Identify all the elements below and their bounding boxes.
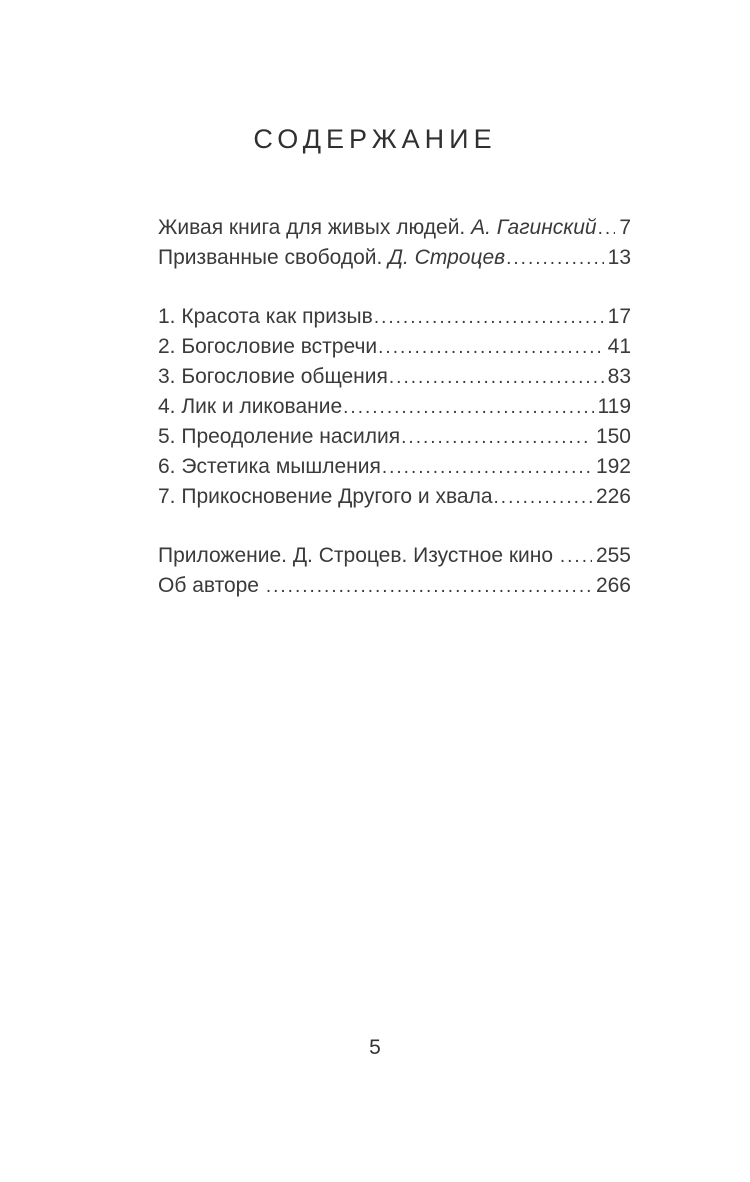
toc-row (158, 482, 631, 512)
toc-group (158, 302, 631, 512)
dot-leader (560, 541, 592, 571)
toc-entry-title: Об авторе (158, 574, 265, 597)
toc-entry-page-number: 41 (607, 335, 631, 358)
toc-entry-title: 2. Богословие встречи (158, 335, 378, 358)
toc-row (158, 243, 631, 273)
toc-entry-title: Живая книга для живых людей. (158, 216, 472, 239)
toc-entry-title: 6. Эстетика мышления (158, 455, 381, 478)
dot-leader (374, 302, 604, 332)
toc-entry-author: А. Гагинский (471, 216, 597, 239)
toc-entry-page-number: 192 (595, 455, 631, 478)
toc-row (158, 392, 631, 422)
dot-leader (343, 392, 593, 422)
toc-row (158, 541, 631, 571)
dot-leader (506, 243, 604, 273)
toc-entry-page-number: 150 (595, 425, 631, 448)
dot-leader (266, 571, 592, 601)
dot-leader (378, 332, 604, 362)
toc-group (158, 213, 631, 273)
dot-leader (494, 482, 592, 512)
toc-row (158, 302, 631, 332)
toc-entry-author: Д. Строцев (388, 246, 506, 269)
dot-leader (401, 422, 592, 452)
toc-row (158, 332, 631, 362)
toc-entry-page-number: 226 (595, 485, 631, 508)
page-title: СОДЕРЖАНИЕ (253, 124, 497, 154)
toc-entry-page-number: 255 (595, 544, 631, 567)
toc-entry-title: Призванные свободой. (158, 246, 389, 269)
toc-row (158, 362, 631, 392)
toc-row (158, 213, 631, 243)
toc-entry-title: 4. Лик и ликование (158, 395, 343, 418)
table-of-contents (158, 213, 631, 630)
toc-entry-page-number: 17 (607, 305, 631, 328)
folio-page-number: 5 (369, 1036, 381, 1059)
toc-entry-title: 7. Прикосновение Другого и хвала (158, 485, 493, 508)
toc-entry-page-number: 7 (619, 216, 631, 239)
toc-row (158, 452, 631, 482)
toc-group (158, 541, 631, 601)
toc-entry-page-number: 83 (607, 365, 631, 388)
toc-entry-page-number: 119 (597, 395, 631, 418)
toc-entry-page-number: 266 (595, 574, 631, 597)
toc-entry-title: 5. Преодоление насилия (158, 425, 401, 448)
dot-leader (389, 362, 604, 392)
dot-leader (382, 452, 592, 482)
dot-leader (598, 213, 616, 243)
toc-entry-title: Приложение. Д. Строцев. Изустное кино (158, 544, 559, 567)
toc-entry-title: 3. Богословие общения (158, 365, 388, 388)
toc-row (158, 422, 631, 452)
toc-entry-title: 1. Красота как призыв (158, 305, 373, 328)
toc-entry-page-number: 13 (607, 246, 631, 269)
toc-row (158, 571, 631, 601)
